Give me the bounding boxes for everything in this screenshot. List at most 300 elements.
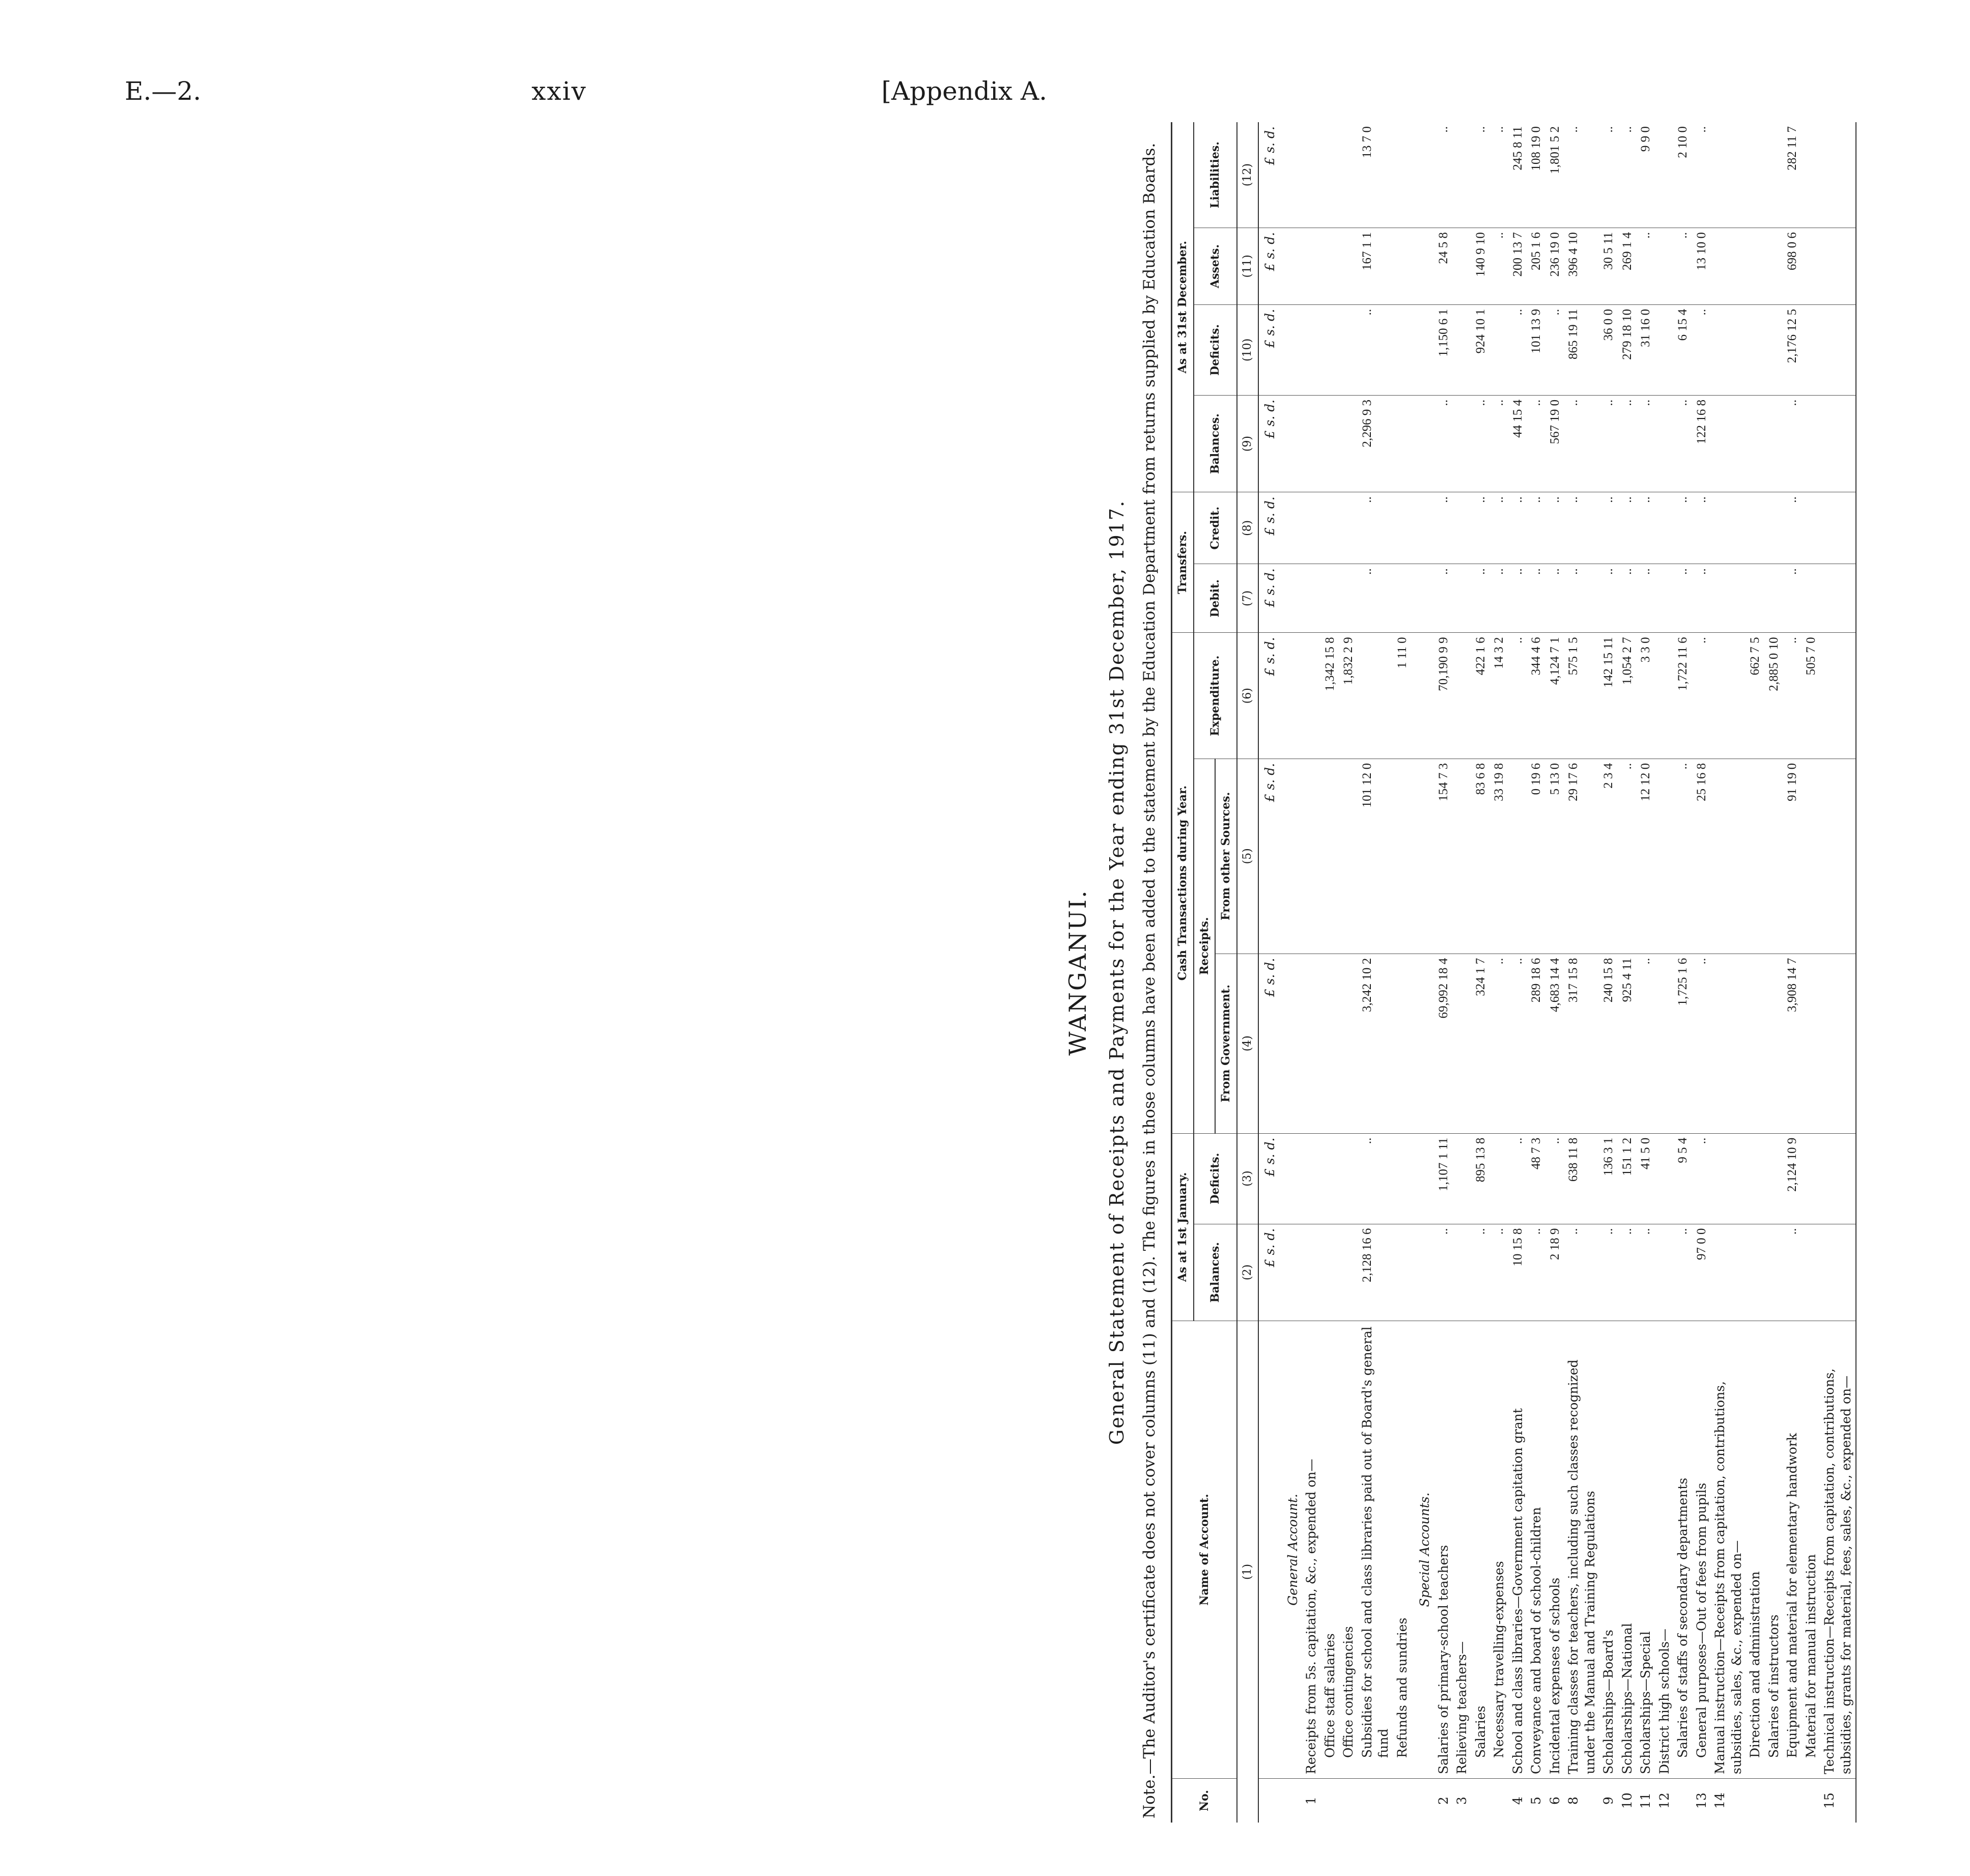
amount-cell [1321,1133,1340,1224]
amount-cell: 282 11 7 [1783,122,1802,228]
table-row [1472,122,1490,1823]
amount-cell [1280,1133,1303,1224]
amount-cell: .. [1564,122,1599,228]
amount-cell: 70,190 9 9 [1434,633,1453,759]
table-row [1765,122,1784,1823]
amount-cell [1393,954,1412,1133]
units-label: £ s. d. [1258,633,1280,759]
account-name: General purposes—Out of fees from pupils [1693,1321,1711,1779]
column-number: (6) [1237,633,1259,759]
amount-cell [1321,304,1340,395]
amount-cell [1280,633,1303,759]
account-name: Material for manual instruction [1802,1321,1821,1779]
amount-cell: 33 19 8 [1490,759,1509,954]
amount-cell [1393,564,1412,633]
amount-cell: .. [1783,633,1802,759]
account-number: 1 [1304,1797,1319,1805]
table-row [1302,122,1321,1823]
table-row [1564,122,1599,1823]
amount-cell [1321,492,1340,564]
amount-cell [1802,759,1821,954]
account-name: Salaries [1472,1321,1490,1779]
amount-cell: 567 19 0 [1546,395,1565,492]
amount-cell: .. [1599,395,1618,492]
amount-cell [1321,122,1340,228]
amount-cell [1802,395,1821,492]
amount-cell [1393,492,1412,564]
amount-cell: .. [1472,122,1490,228]
amount-cell: 2 3 4 [1599,759,1618,954]
amount-cell [1393,1133,1412,1224]
amount-cell: 422 1 6 [1472,633,1490,759]
amount-cell: 5 13 0 [1546,759,1565,954]
account-number [1490,1779,1509,1823]
amount-cell: 2,296 9 3 [1358,395,1393,492]
amount-cell: .. [1693,954,1711,1133]
amount-cell: 1,150 6 1 [1434,304,1453,395]
amount-cell [1820,395,1856,492]
cash-group-header: Cash Transactions during Year. [1172,633,1194,1133]
amount-cell: .. [1358,564,1393,633]
amount-cell [1746,122,1765,228]
amount-cell [1746,564,1765,633]
units-label: £ s. d. [1258,395,1280,492]
amount-cell: .. [1674,759,1693,954]
amount-cell: 142 15 11 [1599,633,1618,759]
amount-cell [1746,954,1765,1133]
amount-cell: 3 3 0 [1637,633,1655,759]
amount-cell: .. [1674,395,1693,492]
amount-cell [1746,228,1765,304]
units-label: £ s. d. [1258,304,1280,395]
account-number [1765,1779,1784,1823]
amount-cell: .. [1783,492,1802,564]
amount-cell [1412,1224,1434,1321]
table-row [1693,122,1711,1823]
amount-cell: 151 1 2 [1618,1133,1637,1224]
amount-cell: .. [1527,395,1546,492]
table-row [1802,122,1821,1823]
amount-cell: 108 19 0 [1527,122,1546,228]
amount-cell [1453,954,1472,1133]
col-dec-deficits: Deficits. [1194,304,1237,395]
amount-cell: 1,725 1 6 [1674,954,1693,1133]
table-row [1509,122,1528,1823]
units-label: £ s. d. [1258,1224,1280,1321]
amount-cell [1820,122,1856,228]
amount-cell: .. [1693,633,1711,759]
amount-cell: 83 6 8 [1472,759,1490,954]
amount-cell [1302,759,1321,954]
amount-cell: .. [1546,1133,1565,1224]
account-name: Relieving teachers— [1453,1321,1472,1779]
amount-cell [1655,564,1674,633]
amount-cell [1302,633,1321,759]
amount-cell: 1,801 5 2 [1546,122,1565,228]
amount-cell [1711,304,1746,395]
amount-cell [1820,633,1856,759]
amount-cell: 895 13 8 [1472,1133,1490,1224]
amount-cell [1820,492,1856,564]
amount-cell [1321,228,1340,304]
amount-cell: .. [1509,564,1528,633]
account-name: Salaries of instructors [1765,1321,1784,1779]
amount-cell [1802,1133,1821,1224]
amount-cell: .. [1434,122,1453,228]
amount-cell [1802,304,1821,395]
amount-cell: 269 1 4 [1618,228,1637,304]
amount-cell [1655,395,1674,492]
amount-cell: 865 19 11 [1564,304,1599,395]
amount-cell: .. [1509,492,1528,564]
amount-cell: 13 10 0 [1693,228,1711,304]
amount-cell [1711,564,1746,633]
amount-cell [1393,304,1412,395]
amount-cell [1339,1224,1358,1321]
amount-cell [1453,564,1472,633]
account-number: 14 [1712,1793,1728,1809]
amount-cell [1453,1224,1472,1321]
account-number: 8 [1566,1797,1581,1805]
account-name: District high schools— [1655,1321,1674,1779]
amount-cell: 122 16 8 [1693,395,1711,492]
amount-cell: 396 4 10 [1564,228,1599,304]
amount-cell: 1,832 2 9 [1339,633,1358,759]
amount-cell [1280,564,1303,633]
amount-cell [1280,492,1303,564]
amount-cell: .. [1618,492,1637,564]
amount-cell [1746,492,1765,564]
amount-cell: 31 16 0 [1637,304,1655,395]
amount-cell [1765,228,1784,304]
amount-cell: 575 1 5 [1564,633,1599,759]
account-number [1783,1779,1802,1823]
amount-cell: 97 0 0 [1693,1224,1711,1321]
amount-cell [1280,122,1303,228]
amount-cell [1302,564,1321,633]
statement-table [1171,122,1856,1823]
account-number: 12 [1656,1793,1672,1809]
table-row [1453,122,1472,1823]
account-name: Training classes for teachers, including such classes recognized under the Manual and Training Regulations [1564,1321,1599,1779]
amount-cell: .. [1674,564,1693,633]
amount-cell: 36 0 0 [1599,304,1618,395]
amount-cell: .. [1783,564,1802,633]
account-name: Direction and administration [1746,1321,1765,1779]
amount-cell [1509,759,1528,954]
units-label: £ s. d. [1258,954,1280,1133]
amount-cell: 29 17 6 [1564,759,1599,954]
account-name: Refunds and sundries [1393,1321,1412,1779]
amount-cell: 236 19 0 [1546,228,1565,304]
amount-cell [1746,1133,1765,1224]
amount-cell: .. [1564,1224,1599,1321]
amount-cell [1393,1224,1412,1321]
account-name: Salaries of staffs of secondary departments [1674,1321,1693,1779]
account-number [1412,1779,1434,1823]
amount-cell [1711,122,1746,228]
amount-cell: .. [1599,1224,1618,1321]
col-from-other-sources: From other Sources. [1215,759,1237,954]
amount-cell: .. [1783,1224,1802,1321]
amount-cell: 9 9 0 [1637,122,1655,228]
appendix-label: [Appendix A. [881,76,1047,106]
amount-cell [1280,954,1303,1133]
amount-cell: 1,054 2 7 [1618,633,1637,759]
table-row [1490,122,1509,1823]
account-name: Scholarships—National [1618,1321,1637,1779]
amount-cell [1490,1133,1509,1224]
account-name: Equipment and material for elementary handwork [1783,1321,1802,1779]
dec-group-header: As at 31st December. [1172,122,1194,492]
amount-cell [1711,1224,1746,1321]
amount-cell: .. [1490,954,1509,1133]
account-name: Office contingencies [1339,1321,1358,1779]
amount-cell [1280,304,1303,395]
amount-cell [1765,954,1784,1133]
amount-cell [1802,1224,1821,1321]
amount-cell: 10 15 8 [1509,1224,1528,1321]
amount-cell [1302,122,1321,228]
amount-cell: 4,683 14 4 [1546,954,1565,1133]
amount-cell [1711,492,1746,564]
amount-cell: .. [1434,492,1453,564]
amount-cell [1412,1133,1434,1224]
table-row [1280,122,1303,1823]
amount-cell: 101 12 0 [1358,759,1393,954]
column-number: (8) [1237,492,1259,564]
amount-cell [1302,954,1321,1133]
amount-cell: 154 7 3 [1434,759,1453,954]
column-number: (3) [1237,1133,1259,1224]
account-number: 15 [1820,1779,1856,1823]
account-number: 6 [1547,1797,1562,1805]
table-row [1637,122,1655,1823]
amount-cell: 505 7 0 [1802,633,1821,759]
amount-cell [1802,122,1821,228]
amount-cell [1280,1224,1303,1321]
amount-cell: 698 0 6 [1783,228,1802,304]
column-number: (4) [1237,954,1259,1133]
account-number: 5 [1529,1797,1544,1805]
amount-cell: .. [1509,633,1528,759]
table-row [1783,122,1802,1823]
account-name: School and class libraries—Government capitation grant [1509,1321,1528,1779]
amount-cell: 4,124 7 1 [1546,633,1565,759]
amount-cell: .. [1490,228,1509,304]
table-row [1434,122,1453,1823]
amount-cell: .. [1637,395,1655,492]
account-name: Subsidies for school and class libraries paid out of Board's general fund [1358,1321,1393,1779]
amount-cell [1765,122,1784,228]
account-number [1393,1779,1412,1823]
amount-cell [1412,564,1434,633]
amount-cell: .. [1358,1133,1393,1224]
amount-cell [1820,228,1856,304]
col-dec-balances: Balances. [1194,395,1237,492]
table-row [1321,122,1340,1823]
amount-cell [1280,759,1303,954]
table-row [1674,122,1693,1823]
amount-cell [1453,122,1472,228]
amount-cell [1655,122,1674,228]
column-number: (1) [1237,1321,1259,1823]
column-number: (10) [1237,304,1259,395]
amount-cell: 101 13 9 [1527,304,1546,395]
amount-cell [1711,759,1746,954]
amount-cell: .. [1564,395,1599,492]
amount-cell [1711,395,1746,492]
amount-cell [1820,759,1856,954]
amount-cell: 924 10 1 [1472,304,1490,395]
amount-cell: .. [1527,492,1546,564]
amount-cell: .. [1490,492,1509,564]
amount-cell [1302,304,1321,395]
amount-cell [1453,633,1472,759]
amount-cell: 41 5 0 [1637,1133,1655,1224]
amount-cell [1453,492,1472,564]
amount-cell: 140 9 10 [1472,228,1490,304]
amount-cell [1339,759,1358,954]
amount-cell: .. [1490,1224,1509,1321]
amount-cell: .. [1434,395,1453,492]
account-number [1339,1779,1358,1823]
amount-cell: 1 11 0 [1393,633,1412,759]
amount-cell: .. [1783,395,1802,492]
account-number [1358,1779,1393,1823]
units-label: £ s. d. [1258,1133,1280,1224]
table-row [1527,122,1546,1823]
amount-cell: .. [1674,228,1693,304]
amount-cell [1490,304,1509,395]
amount-cell: .. [1546,492,1565,564]
amount-cell: 13 7 0 [1358,122,1393,228]
account-number: 10 [1619,1793,1635,1809]
amount-cell [1820,954,1856,1133]
account-number: 13 [1694,1793,1709,1809]
account-number: 9 [1601,1797,1616,1805]
amount-cell [1802,228,1821,304]
amount-cell: .. [1599,492,1618,564]
amount-cell [1280,395,1303,492]
amount-cell: 3,908 14 7 [1783,954,1802,1133]
amount-cell [1393,395,1412,492]
amount-cell: 344 4 6 [1527,633,1546,759]
amount-cell [1765,1224,1784,1321]
col-assets: Assets. [1194,228,1237,304]
amount-cell: .. [1618,564,1637,633]
page-number: xxiv [531,76,587,106]
amount-cell [1746,759,1765,954]
amount-cell [1453,304,1472,395]
col-liabilities: Liabilities. [1194,122,1237,228]
amount-cell: .. [1693,564,1711,633]
amount-cell [1412,954,1434,1133]
account-number [1746,1779,1765,1823]
amount-cell: 240 15 8 [1599,954,1618,1133]
amount-cell: 289 18 6 [1527,954,1546,1133]
amount-cell [1412,304,1434,395]
account-name: General Account. [1280,1321,1303,1779]
amount-cell [1802,492,1821,564]
col-no-header: No. [1172,1779,1237,1823]
table-body [1258,122,1856,1823]
amount-cell: 12 12 0 [1637,759,1655,954]
column-number: (5) [1237,759,1259,954]
amount-cell: .. [1509,1133,1528,1224]
amount-cell: .. [1490,564,1509,633]
amount-cell: 6 15 4 [1674,304,1693,395]
amount-cell: .. [1527,564,1546,633]
amount-cell: 24 5 8 [1434,228,1453,304]
amount-cell [1765,564,1784,633]
amount-cell [1339,228,1358,304]
column-number: (12) [1237,122,1259,228]
table-row [1711,122,1746,1823]
units-label: £ s. d. [1258,564,1280,633]
amount-cell [1655,1224,1674,1321]
amount-cell [1339,564,1358,633]
amount-cell [1339,954,1358,1133]
amount-cell [1412,228,1434,304]
amount-cell [1339,492,1358,564]
table-row [1820,122,1856,1823]
units-row [1258,122,1280,1823]
table-row [1746,122,1765,1823]
amount-cell: 638 11 8 [1564,1133,1599,1224]
amount-cell: .. [1490,122,1509,228]
account-name: Scholarships—Special [1637,1321,1655,1779]
amount-cell [1820,564,1856,633]
table-row [1393,122,1412,1823]
amount-cell [1412,492,1434,564]
units-label: £ s. d. [1258,492,1280,564]
account-name: Scholarships—Board's [1599,1321,1618,1779]
column-number: (7) [1237,564,1259,633]
amount-cell: 324 1 7 [1472,954,1490,1133]
column-number-row [1237,122,1259,1823]
account-name: Incidental expenses of schools [1546,1321,1565,1779]
amount-cell: .. [1472,395,1490,492]
amount-cell: .. [1490,395,1509,492]
amount-cell: 2,124 10 9 [1783,1133,1802,1224]
amount-cell: .. [1358,304,1393,395]
amount-cell [1412,633,1434,759]
amount-cell [1655,1133,1674,1224]
table-row [1546,122,1565,1823]
amount-cell: .. [1693,304,1711,395]
amount-cell [1820,1133,1856,1224]
account-number [1472,1779,1490,1823]
amount-cell [1711,954,1746,1133]
amount-cell: 91 19 0 [1783,759,1802,954]
amount-cell [1820,304,1856,395]
amount-cell [1820,1224,1856,1321]
col-debit: Debit. [1194,564,1237,633]
account-name: Necessary travelling-expenses [1490,1321,1509,1779]
account-number [1280,1779,1303,1823]
column-number: (9) [1237,395,1259,492]
amount-cell [1746,304,1765,395]
amount-cell [1302,1224,1321,1321]
amount-cell [1412,759,1434,954]
amount-cell [1655,492,1674,564]
amount-cell: 2,885 0 10 [1765,633,1784,759]
rotated-statement [1064,122,1970,1823]
account-number [1802,1779,1821,1823]
amount-cell: .. [1509,304,1528,395]
amount-cell: 200 13 7 [1509,228,1528,304]
